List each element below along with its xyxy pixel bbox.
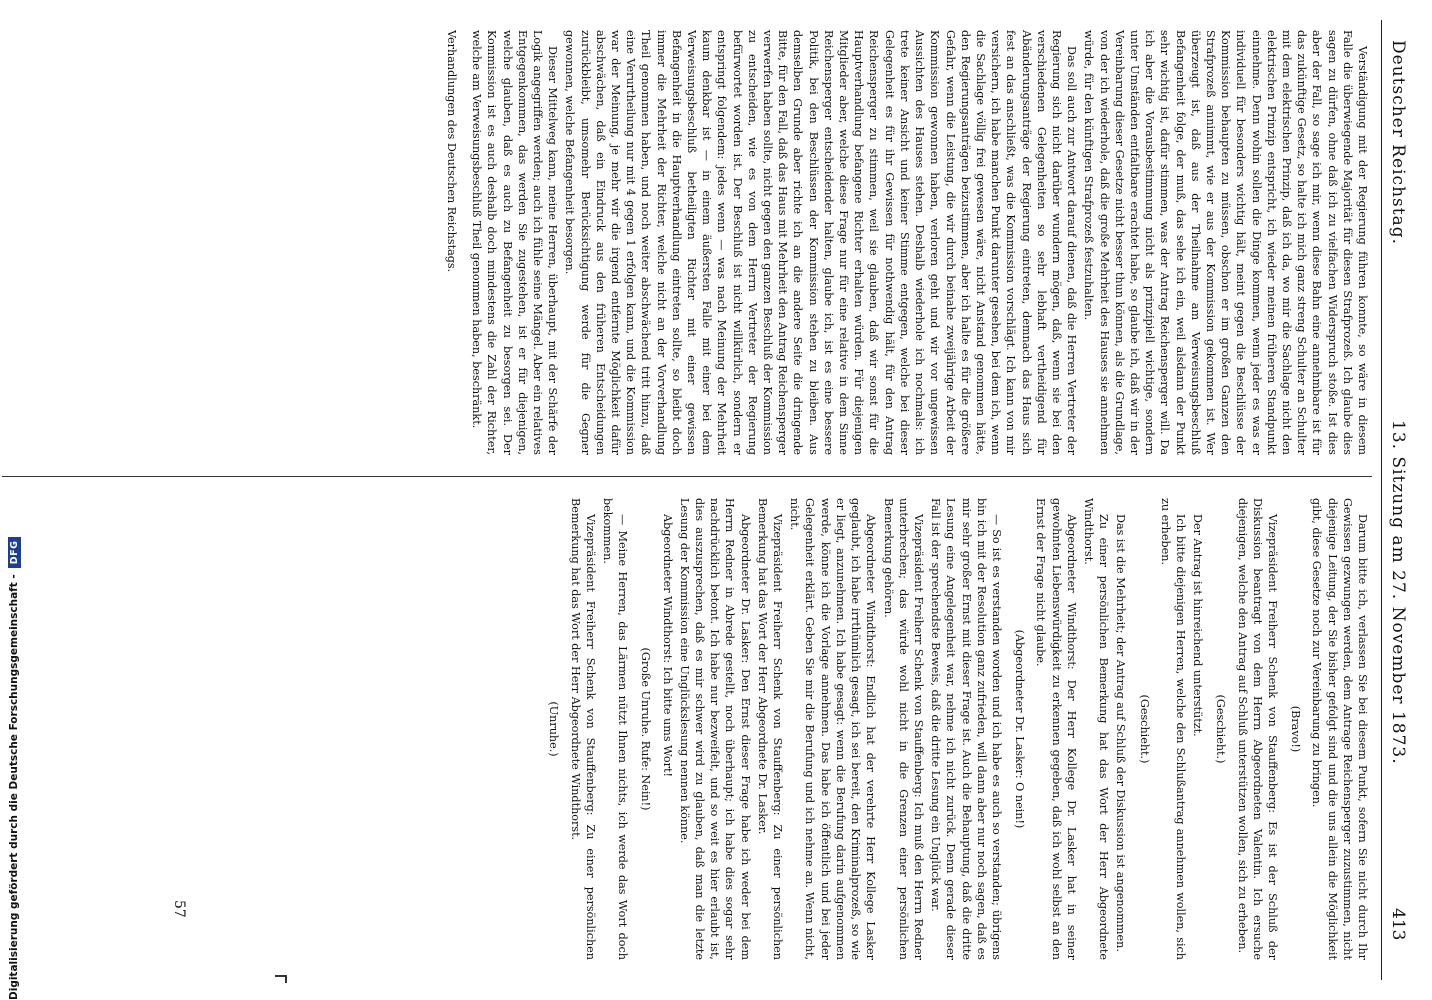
credit-text: Digitalisierung gefördert durch die Deutsche Forschungsgemeinschaft - xyxy=(8,574,20,1000)
paragraph: — So ist es verstanden worden und ich habe es auch so verstanden; übrigens bin ich mit der Resolution ganz zufrieden, will dann aber nur noch sagen, daß es mir sehr großer Ernst mit dieser Frage ist. Auch die Behauptung, daß die dritte Lesung eine Angelegenheit war, nehme ich nicht zurück. Denn gerade dieser Fall ist der sprechendste Beweis, daß die dritte Lesung ein Unglück war. xyxy=(929,498,1003,960)
stage-direction: (Große Unruhe. Rufe: Nein!) xyxy=(639,647,653,811)
page-number: 413 xyxy=(1388,908,1408,941)
stage-direction: (Geschieht.) xyxy=(1137,694,1151,764)
paragraph: Zu einer persönlichen Bemerkung hat das Wort der Herr Abgeordnete Windthorst. xyxy=(1081,498,1111,960)
stage-direction: (Bravo!) xyxy=(1289,705,1303,753)
paragraph: Dieser Mittelweg kann, meine Herren, überhaupt, mit der Schärfe der Logik angegriffen werden; auch ich fühle seine Mängel. Aber ein relatives Entgegenkommen, das werden Sie zugestehen, ist er für diejenigen, welche glauben, daß es auch zu Befangenheit zu besorgen sei. Der Kommission ist es auch deshalb doch mindestens die Zahl der Richter, welche am Verweisungsbeschluß Theil genommen haben, beschränkt. xyxy=(470,30,560,455)
column-divider xyxy=(2,476,1372,477)
dfg-logo: DFG xyxy=(8,537,21,569)
stage-direction: (Geschieht.) xyxy=(1214,694,1228,764)
stage-direction: (Abgeordneter Dr. Lasker: O nein!) xyxy=(1013,629,1027,829)
paragraph: Ich bitte diejenigen Herren, welche den Schlußantrag annehmen wollen, sich zu erheben. xyxy=(1158,498,1187,960)
stage-direction: (Unruhe.) xyxy=(547,701,561,757)
sheet-signature: 57 xyxy=(171,900,187,918)
paragraph: Das ist die Mehrheit; der Antrag auf Schluß der Diskussion ist angenommen. xyxy=(1114,514,1128,952)
stray-mark xyxy=(275,975,285,977)
paragraph: Abgeordneter Windthorst: Ich bitte ums Wort! xyxy=(660,514,674,777)
running-header xyxy=(1381,20,1422,980)
stray-mark xyxy=(286,975,288,983)
paragraph: Vizepräsident Freiherr Schenk von Stauffenberg: Zu einer persönlichen Bemerkung hat das Wort der Herr Abgeordnete Dr. Lasker. xyxy=(755,498,785,960)
paragraph: Vizepräsident Freiherr Schenk von Stauffenberg: Zu einer persönlichen Bemerkung hat das Wort der Herr Abgeordnete Windthorst. xyxy=(568,498,597,960)
paragraph: Abgeordneter Dr. Lasker: Den Ernst dieser Frage habe ich weder bei dem Herrn Redner in Abrede gestellt, noch überhaupt; ich habe dies sogar sehr nachdrücklich betont. Ich habe nur bezweifelt, und so weit es hier erlaubt ist, dies auszusprechen, daß es mir schwer wird zu glauben, daß man die letzte Lesung der Kommission eine Unglückslesung nennen könne. xyxy=(677,498,752,960)
left-column xyxy=(0,30,1370,455)
paragraph: — Meine Herren, das Lärmen nützt Ihnen nichts, ich werde das Wort doch bekommen. xyxy=(601,498,630,960)
paragraph: Abgeordneter Windthorst: Endlich hat der verehrte Herr Kollege Lasker geglaubt, ich habe irrthümlich gesagt, ich sei bereit, den Kriminalprozeß, so wie er liegt, anzunehmen. Ich habe gesagt: wenn die Berufung darin aufgenommen werde, könne ich die Vorlage annehmen. Das habe ich öffentlich und bei jeder Gelegenheit erklärt. Geben Sie mir die Berufung und ich nehme an. Wenn nicht, nicht. xyxy=(788,498,878,960)
publication-title: Deutscher Reichstag. xyxy=(1388,40,1408,245)
digitization-credit xyxy=(4,430,24,1000)
paragraph: Vizepräsident Freiherr Schenk von Stauffenberg: Ich muß den Herrn Redner unterbrechen; das würde wohl nicht in die Grenzen einer persönlichen Bemerkung gehören. xyxy=(881,498,925,960)
right-column xyxy=(0,498,1370,960)
paragraph: Das soll auch zur Antwort darauf dienen, daß die Herren Vertreter der Regierung sich nicht darüber wundern mögen, daß, wenn sie bei den verschiedenen Gelegenheiten so sehr lebhaft vertheidigend für Abänderungsanträge der Regierung eintreten, demnach das Haus sich fest an das anschließt, was die Kommission vorschlägt. Ich kann von mir versichern, ich habe manchen Punkt darunter gesehen, bei dem ich, wenn die Sachlage völlig frei gewesen wäre, nicht Anstand genommen hätte, den Regierungsanträgen beizustimmen, aber ich halte es für die größere Gefahr, wenn die Leistung, die wir durch beinahe zweijährige Arbeit der Kommission gewonnen haben, verloren geht und wir vor ungewissen Aussichten des Hauses stehen. Deshalb wiederhole ich nochmals: ich trete keiner Ansicht und keiner Stimme entgegen, welche bei dieser Gelegenheit es für ihr Gewissen für nothwendig hält, für den Antrag Reichensperger zu stimmen, weil sie glauben, daß wir sonst für die Hauptverhandlung befangene Richter erhalten würden. Für diejenigen Mitglieder aber, welche diese Frage nur für eine relative in dem Sinne Reichensperger entscheidender halten, glaube ich, ist es eine bessere Politik, bei den Beschlüssen der Kommission stehen zu bleiben. Aus demselben Grunde aber richte ich an die andere Seite die dringende Bitte, für den Fall, daß das Haus mit Mehrheit den Antrag Reichensperger verwerfen haben sollte, nicht gegen den ganzen Beschluß der Kommission zu entscheiden, wie es von dem Herrn Vertreter der Regierung befürwortet worden ist. Der Beschluß ist nicht willkürlich, sondern er entspringt folgendem: jedes wenn — was nach Meinung der Mehrheit kaum denkbar ist — in einem äußersten Falle mit einer bei dem Verweisungsbeschluß betheiligten Richter mit einer gewissen Befangenheit in die Hauptverhandlung eintreten sollte, so bleibt doch immer die Mehrheit der Richter, welche nicht an der Vorverhandlung Theil genommen haben, und noch weiter abschwächend tritt hinzu, daß eine Verurtheilung nur mit 4 gegen 1 erfolgen kann, und die Kommission war der Meinung, je mehr wir die irgend entfernte Möglichkeit dafür abschwächen, daß ein Eindruck aus den früheren Entscheidungen zurückbleibt, umsomehr Berücksichtigung werde für die Gegner gewonnen, welche Befangenheit besorgen. xyxy=(563,30,1079,455)
paragraph: Der Antrag ist hinreichend unterstützt. xyxy=(1191,514,1205,737)
paragraph: Abgeordneter Windthorst: Der Herr Kollege Dr. Lasker hat in seiner gewohnten Liebenswürdigkeit zu erkennen gegeben, daß ich wohl selbst an den Ernst der Frage nicht glaube. xyxy=(1034,498,1078,960)
paragraph: Vizepräsident Freiherr Schenk von Stauffenberg: Es ist der Schluß der Diskussion beantragt von dem Herrn Abgeordneten Valentin. Ich ersuche diejenigen, welche den Antrag auf Schluß unterstützen wollen, sich zu erheben. xyxy=(1235,498,1279,960)
paragraph: Verständigung mit der Regierung führen konnte, so wäre in diesem Falle die überwiegende Majorität für diesen Strafprozeß. Ich glaube dies sagen zu dürfen, ohne daß ich zu vielfachen Widerspruch stoße. Ist dies aber der Fall, so sage ich mir, wenn diese Bahn eine annehmbare ist für das zukünftige Gesetz, so halte ich mich ganz streng Schulter an Schulter mit dem elektrischen Prinzip, daß ich da, wo mir die Sachlage nicht den elektrischen Prinzip entspricht, ich wieder meinen früheren Standpunkt einnehme. Denn wohin sollen die Dinge kommen, wenn jeder es was er individuell für besonders wichtig hält, meint gegen die Beschlüsse der Kommission behaupten zu müssen, obschon er im großen Ganzen den Strafprozeß annimmt, wie er aus der Kommission gekommen ist. Wer überzeugt ist, daß aus der Theilnahme am Verweisungsbeschluß Befangenheit folge, der muß, das sehe ich ein, weil alsdann der Punkt sehr wichtig ist, dafür stimmen, was der Antrag Reichensperger will. Da ich aber die Vorausbestimmung nicht als prinzipiell wichtige, sondern unter Umständen entfaltbare erachtet habe, so glaube ich, daß wir in der Vereinbarung dieser Gesetze nicht besser thun können, als die Grundlage, von der ich wiederhole, daß die große Mehrheit des Hauses sie annehmen würde, für den künftigen Strafprozeß festzuhalten. xyxy=(1082,30,1369,455)
proceedings-footer: Verhandlungen des Deutschen Reichstags. xyxy=(445,30,459,273)
session-title: 13. Sitzung am 27. November 1873. xyxy=(1388,420,1408,765)
paragraph: Darum bitte ich, verlassen Sie bei diesem Punkt, sofern Sie nicht durch Ihr Gewissen gezwungen werden, dem Antrage Reichensperger zuzustimmen, nicht diejenige Leitung, der Sie bisher gefolgt sind und die uns allein die Möglichkeit gibt, diese Gesetze noch zur Vereinbarung zu bringen. xyxy=(1310,498,1369,960)
